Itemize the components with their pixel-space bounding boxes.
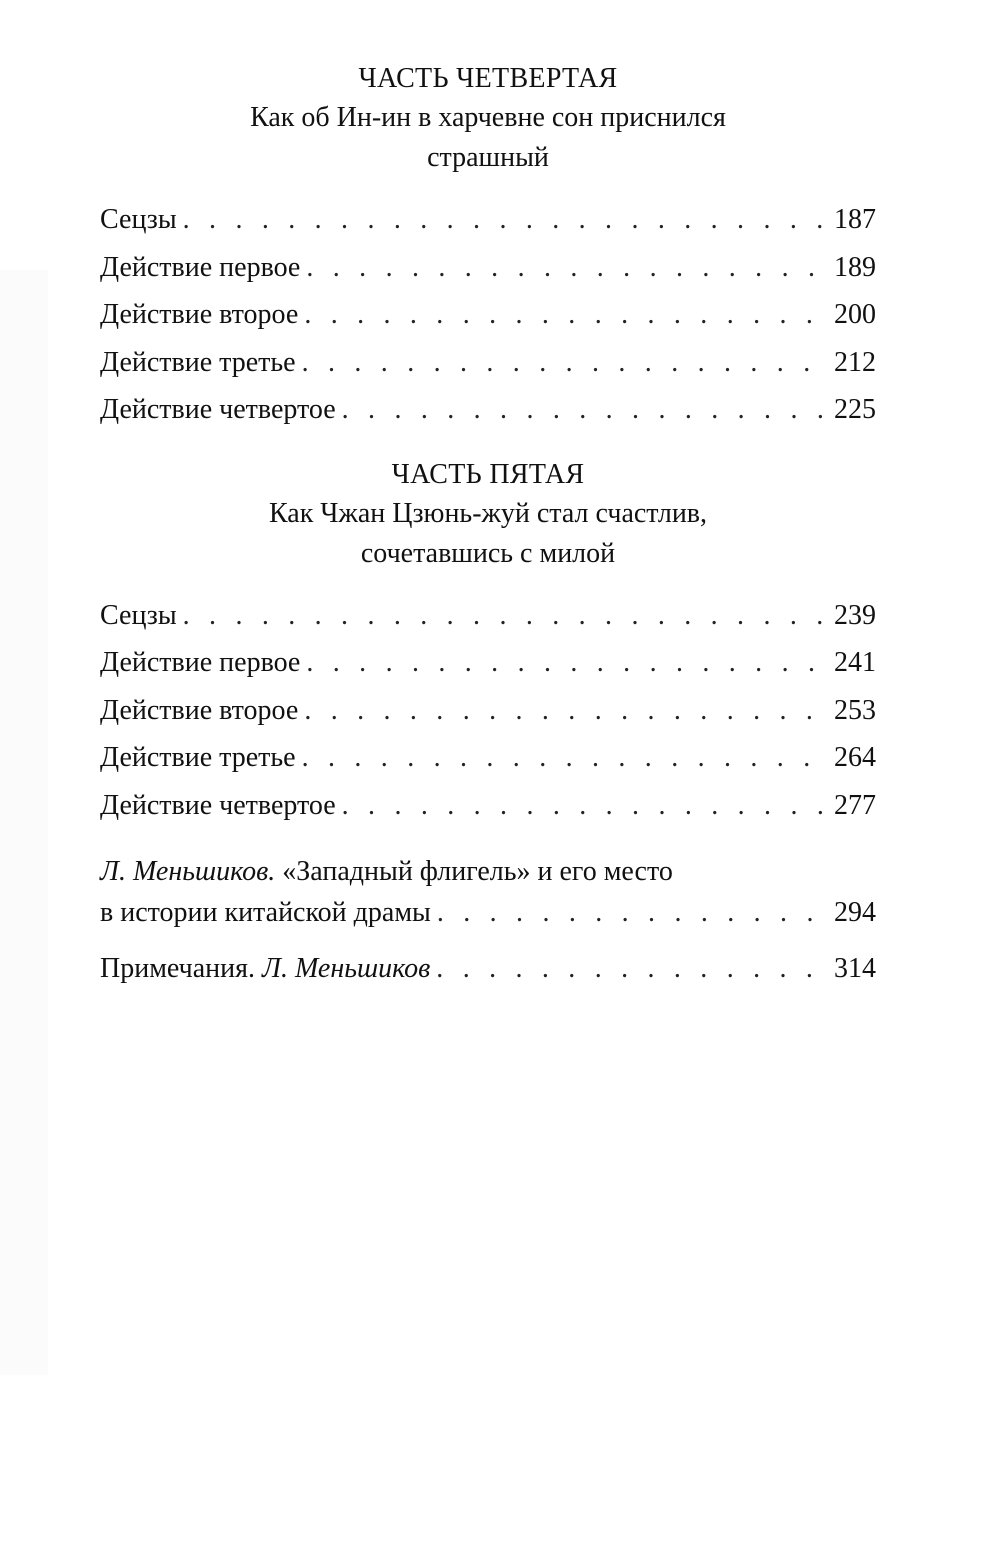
toc-entry[interactable] (100, 592, 876, 640)
toc-entry[interactable] (100, 639, 876, 687)
table-of-contents (100, 60, 876, 991)
toc-entry-page: 187 (834, 204, 876, 235)
scan-edge-shade (0, 270, 48, 1375)
part-four-section (100, 60, 876, 434)
dot-leader (183, 196, 826, 244)
part-four-subtitle (178, 98, 798, 178)
dot-leader (342, 782, 826, 830)
toc-entry[interactable] (100, 782, 876, 830)
dot-leader (302, 339, 826, 387)
toc-entry-label: Действие первое (100, 251, 301, 283)
afterword-line2 (100, 891, 876, 935)
toc-entry[interactable] (100, 244, 876, 292)
afterword-line1 (100, 853, 876, 891)
part-five-subtitle-line2: сочетавшись с милой (360, 537, 616, 569)
part-five-subtitle-line1: Как Чжан Цзюнь-жуй стал счастлив, (268, 497, 708, 529)
toc-entry-page: 239 (834, 599, 876, 631)
notes-row (100, 947, 876, 991)
part-four-subtitle-line1: Как об Ин-ин в харчевне сон приснился (250, 102, 726, 133)
dot-leader (437, 891, 826, 935)
toc-entry[interactable] (100, 687, 876, 735)
toc-entry-page: 241 (834, 647, 876, 678)
notes-author: Л. Меньшиков (262, 953, 431, 984)
toc-entry-label: Действие второе (100, 694, 299, 726)
dot-leader (304, 291, 826, 339)
dot-leader (306, 244, 826, 292)
toc-entry[interactable] (100, 291, 876, 339)
toc-entry-page: 200 (834, 299, 876, 330)
notes-page: 314 (834, 953, 876, 984)
dot-leader (302, 734, 826, 782)
part-five-subtitle (178, 494, 798, 574)
toc-entry-page: 264 (834, 742, 876, 773)
dot-leader (304, 687, 826, 735)
notes-label-group (100, 947, 430, 991)
toc-entry-page: 189 (834, 251, 876, 283)
toc-entry[interactable] (100, 734, 876, 782)
notes-entry[interactable] (100, 947, 876, 991)
toc-entry-label: Действие четвертое (100, 394, 336, 425)
toc-entry[interactable] (100, 339, 876, 387)
toc-entry-page: 225 (834, 394, 876, 425)
toc-entry-label: Действие второе (100, 299, 299, 330)
part-four-subtitle-line2: страшный (427, 142, 549, 173)
notes-label: Примечания. (100, 953, 256, 984)
part-five-section (100, 456, 876, 830)
toc-entry-label: Сецзы (100, 599, 177, 631)
part-five-entries (100, 592, 876, 830)
toc-entry-label: Действие четвертое (100, 789, 336, 821)
dot-leader (342, 386, 826, 434)
toc-entry-label: Сецзы (100, 204, 177, 235)
dot-leader (436, 947, 826, 991)
part-four-entries (100, 196, 876, 434)
toc-entry[interactable] (100, 196, 876, 244)
toc-entry-page: 277 (834, 789, 876, 821)
toc-entry-page: 253 (834, 694, 876, 726)
afterword-author: Л. Меньшиков. (100, 856, 276, 887)
toc-entry[interactable] (100, 386, 876, 434)
part-five-heading: ЧАСТЬ ПЯТАЯ (391, 458, 585, 490)
toc-entry-label: Действие первое (100, 647, 301, 678)
afterword-entry[interactable] (100, 853, 876, 935)
toc-entry-label: Действие третье (100, 742, 296, 773)
toc-entry-page: 212 (834, 346, 876, 378)
section-spacer (100, 434, 876, 456)
afterword-page: 294 (834, 897, 876, 928)
dot-leader (306, 639, 826, 687)
afterword-title-line1: «Западный флигель» и его место (282, 856, 673, 887)
dot-leader (183, 592, 826, 640)
toc-entry-label: Действие третье (100, 346, 296, 378)
afterword-title-line2: в истории китайской драмы (100, 897, 431, 928)
part-four-heading: ЧАСТЬ ЧЕТВЕРТАЯ (358, 63, 618, 94)
